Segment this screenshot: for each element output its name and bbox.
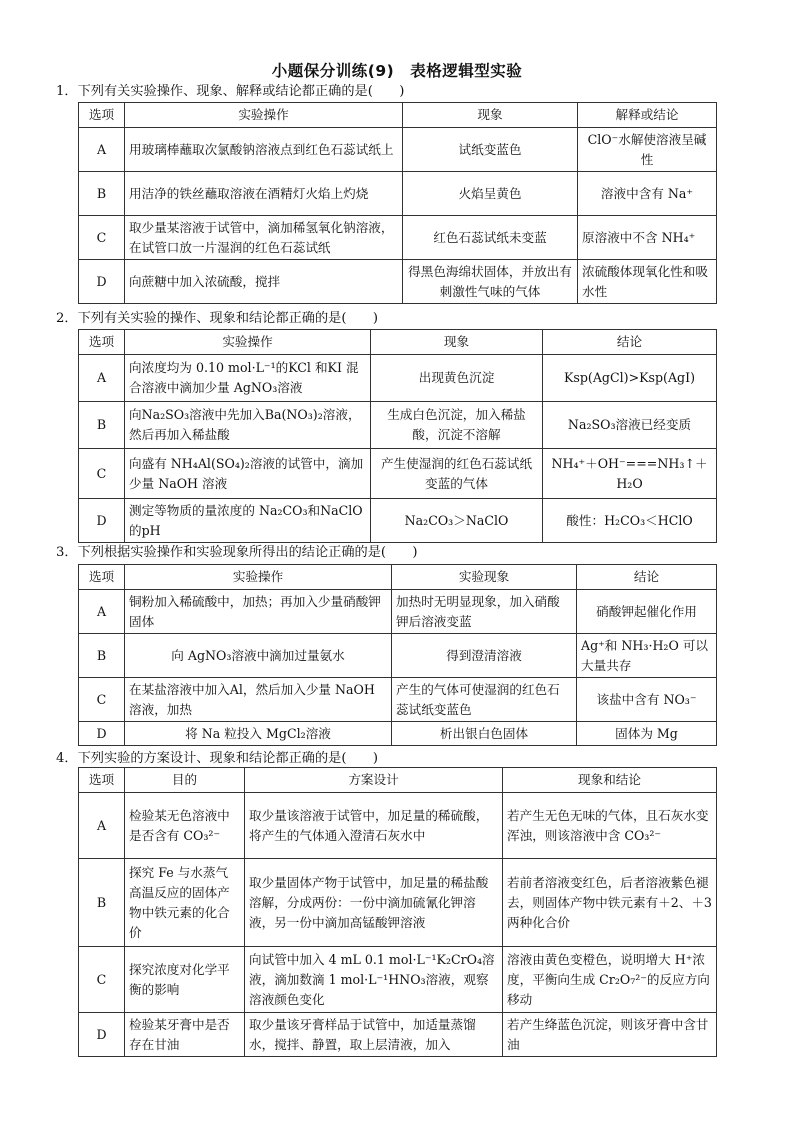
option-cell: C	[79, 449, 125, 499]
phenomenon-cell: Na₂CO₃＞NaClO	[371, 499, 543, 543]
header-cell: 结论	[543, 330, 717, 355]
conclusion-cell: Ag⁺和 NH₃·H₂O 可以大量共存	[577, 634, 717, 678]
result-cell: 若产生绛蓝色沉淀，则该牙膏中含甘油	[503, 1013, 717, 1057]
question-2-stem: 2．下列有关实验的操作、现象和结论都正确的是( )	[56, 311, 378, 326]
table-row	[79, 216, 717, 260]
operation-cell: 向浓度均为 0.10 mol·L⁻¹的KCl 和KI 混合溶液中滴加少量 AgNO₃溶液	[125, 355, 371, 402]
table-row	[79, 449, 717, 499]
conclusion-cell: 原溶液中不含 NH₄⁺	[578, 216, 717, 260]
header-cell: 实验操作	[125, 565, 392, 590]
conclusion-cell: 该盐中含有 NO₃⁻	[577, 678, 717, 722]
option-cell: D	[79, 499, 125, 543]
operation-cell: 将 Na 粒投入 MgCl₂溶液	[125, 722, 392, 746]
operation-cell: 向蔗糖中加入浓硫酸，搅拌	[125, 260, 403, 304]
question-1-table	[78, 102, 717, 304]
option-cell: D	[79, 1013, 125, 1057]
option-cell: A	[79, 793, 125, 859]
header-cell: 解释或结论	[578, 103, 717, 128]
option-cell: C	[79, 947, 125, 1013]
phenomenon-cell: 试纸变蓝色	[403, 128, 578, 172]
header-cell: 现象	[403, 103, 578, 128]
conclusion-cell: Ksp(AgCl)>Ksp(AgI)	[543, 355, 717, 402]
operation-cell: 测定等物质的量浓度的 Na₂CO₃和NaClO 的pH	[125, 499, 371, 543]
phenomenon-cell: 得黑色海绵状固体，并放出有刺激性气味的气体	[403, 260, 578, 304]
result-cell: 若前者溶液变红色，后者溶液紫色褪去，则固体产物中铁元素有＋2、＋3 两种化合价	[503, 859, 717, 947]
phenomenon-cell: 出现黄色沉淀	[371, 355, 543, 402]
conclusion-cell: 固体为 Mg	[577, 722, 717, 746]
table-row	[79, 678, 717, 722]
table-row	[79, 1013, 717, 1057]
question-2-table	[78, 329, 717, 543]
option-cell: B	[79, 402, 125, 449]
result-cell: 溶液由黄色变橙色，说明增大 H⁺浓度，平衡向生成 Cr₂O₇²⁻的反应方向移动	[503, 947, 717, 1013]
phenomenon-cell: 加热时无明显现象，加入硝酸钾后溶液变蓝	[392, 590, 577, 634]
header-cell: 选项	[79, 768, 125, 793]
table-row	[79, 172, 717, 216]
option-cell: A	[79, 128, 125, 172]
option-cell: A	[79, 590, 125, 634]
header-cell: 方案设计	[245, 768, 503, 793]
table-row	[79, 260, 717, 304]
header-cell: 选项	[79, 103, 125, 128]
table-header-row	[79, 330, 717, 355]
option-cell: C	[79, 216, 125, 260]
design-cell: 取少量该溶液于试管中，加足量的稀硫酸，将产生的气体通入澄清石灰水中	[245, 793, 503, 859]
phenomenon-cell: 红色石蕊试纸未变蓝	[403, 216, 578, 260]
phenomenon-cell: 火焰呈黄色	[403, 172, 578, 216]
purpose-cell: 检验某牙膏中是否存在甘油	[125, 1013, 245, 1057]
design-cell: 取少量该牙膏样品于试管中，加适量蒸馏水，搅拌、静置，取上层清液，加入	[245, 1013, 503, 1057]
table-row	[79, 859, 717, 947]
phenomenon-cell: 得到澄清溶液	[392, 634, 577, 678]
header-cell: 选项	[79, 330, 125, 355]
option-cell: B	[79, 859, 125, 947]
conclusion-cell: 浓硫酸体现氧化性和吸水性	[578, 260, 717, 304]
operation-cell: 用洁净的铁丝蘸取溶液在酒精灯火焰上灼烧	[125, 172, 403, 216]
table-row	[79, 722, 717, 746]
purpose-cell: 检验某无色溶液中是否含有 CO₃²⁻	[125, 793, 245, 859]
table-row	[79, 128, 717, 172]
table-header-row	[79, 103, 717, 128]
operation-cell: 铜粉加入稀硫酸中，加热；再加入少量硝酸钾固体	[125, 590, 392, 634]
table-row	[79, 355, 717, 402]
option-cell: C	[79, 678, 125, 722]
phenomenon-cell: 析出银白色固体	[392, 722, 577, 746]
operation-cell: 取少量某溶液于试管中，滴加稀氢氧化钠溶液，在试管口放一片湿润的红色石蕊试纸	[125, 216, 403, 260]
conclusion-cell: 硝酸钾起催化作用	[577, 590, 717, 634]
phenomenon-cell: 生成白色沉淀，加入稀盐酸，沉淀不溶解	[371, 402, 543, 449]
header-cell: 目的	[125, 768, 245, 793]
table-row	[79, 590, 717, 634]
conclusion-cell: NH₄⁺＋OH⁻===NH₃↑＋H₂O	[543, 449, 717, 499]
option-cell: A	[79, 355, 125, 402]
purpose-cell: 探究 Fe 与水蒸气高温反应的固体产物中铁元素的化合价	[125, 859, 245, 947]
header-cell: 实验操作	[125, 330, 371, 355]
table-row	[79, 634, 717, 678]
header-cell: 实验操作	[125, 103, 403, 128]
header-cell: 现象	[371, 330, 543, 355]
operation-cell: 向盛有 NH₄Al(SO₄)₂溶液的试管中，滴加少量 NaOH 溶液	[125, 449, 371, 499]
operation-cell: 用玻璃棒蘸取次氯酸钠溶液点到红色石蕊试纸上	[125, 128, 403, 172]
operation-cell: 向 AgNO₃溶液中滴加过量氨水	[125, 634, 392, 678]
table-row	[79, 947, 717, 1013]
header-cell: 实验现象	[392, 565, 577, 590]
conclusion-cell: Na₂SO₃溶液已经变质	[543, 402, 717, 449]
result-cell: 若产生无色无味的气体，且石灰水变浑浊，则该溶液中含 CO₃²⁻	[503, 793, 717, 859]
purpose-cell: 探究浓度对化学平衡的影响	[125, 947, 245, 1013]
table-header-row	[79, 768, 717, 793]
conclusion-cell: 酸性：H₂CO₃＜HClO	[543, 499, 717, 543]
header-cell: 选项	[79, 565, 125, 590]
header-cell: 现象和结论	[503, 768, 717, 793]
question-4-stem: 4．下列实验的方案设计、现象和结论都正确的是( )	[56, 751, 378, 766]
operation-cell: 向Na₂SO₃溶液中先加入Ba(NO₃)₂溶液，然后再加入稀盐酸	[125, 402, 371, 449]
phenomenon-cell: 产生的气体可使湿润的红色石蕊试纸变蓝色	[392, 678, 577, 722]
option-cell: D	[79, 722, 125, 746]
option-cell: B	[79, 634, 125, 678]
operation-cell: 在某盐溶液中加入Al，然后加入少量 NaOH 溶液，加热	[125, 678, 392, 722]
design-cell: 向试管中加入 4 mL 0.1 mol·L⁻¹K₂CrO₄溶液，滴加数滴 1 mol·L⁻¹HNO₃溶液，观察溶液颜色变化	[245, 947, 503, 1013]
table-row	[79, 402, 717, 449]
conclusion-cell: 溶液中含有 Na⁺	[578, 172, 717, 216]
question-4-table	[78, 767, 717, 1057]
table-header-row	[79, 565, 717, 590]
option-cell: B	[79, 172, 125, 216]
page-title: 小题保分训练(9) 表格逻辑型实验	[271, 62, 523, 80]
design-cell: 取少量固体产物于试管中，加足量的稀盐酸溶解，分成两份：一份中滴加硫氰化钾溶液，另一份中滴加高锰酸钾溶液	[245, 859, 503, 947]
table-row	[79, 499, 717, 543]
question-3-stem: 3．下列根据实验操作和实验现象所得出的结论正确的是( )	[56, 545, 418, 560]
table-row	[79, 793, 717, 859]
question-3-table	[78, 564, 717, 746]
header-cell: 结论	[577, 565, 717, 590]
question-1-stem: 1．下列有关实验操作、现象、解释或结论都正确的是( )	[56, 84, 405, 99]
option-cell: D	[79, 260, 125, 304]
conclusion-cell: ClO⁻水解使溶液呈碱性	[578, 128, 717, 172]
phenomenon-cell: 产生使湿润的红色石蕊试纸变蓝的气体	[371, 449, 543, 499]
